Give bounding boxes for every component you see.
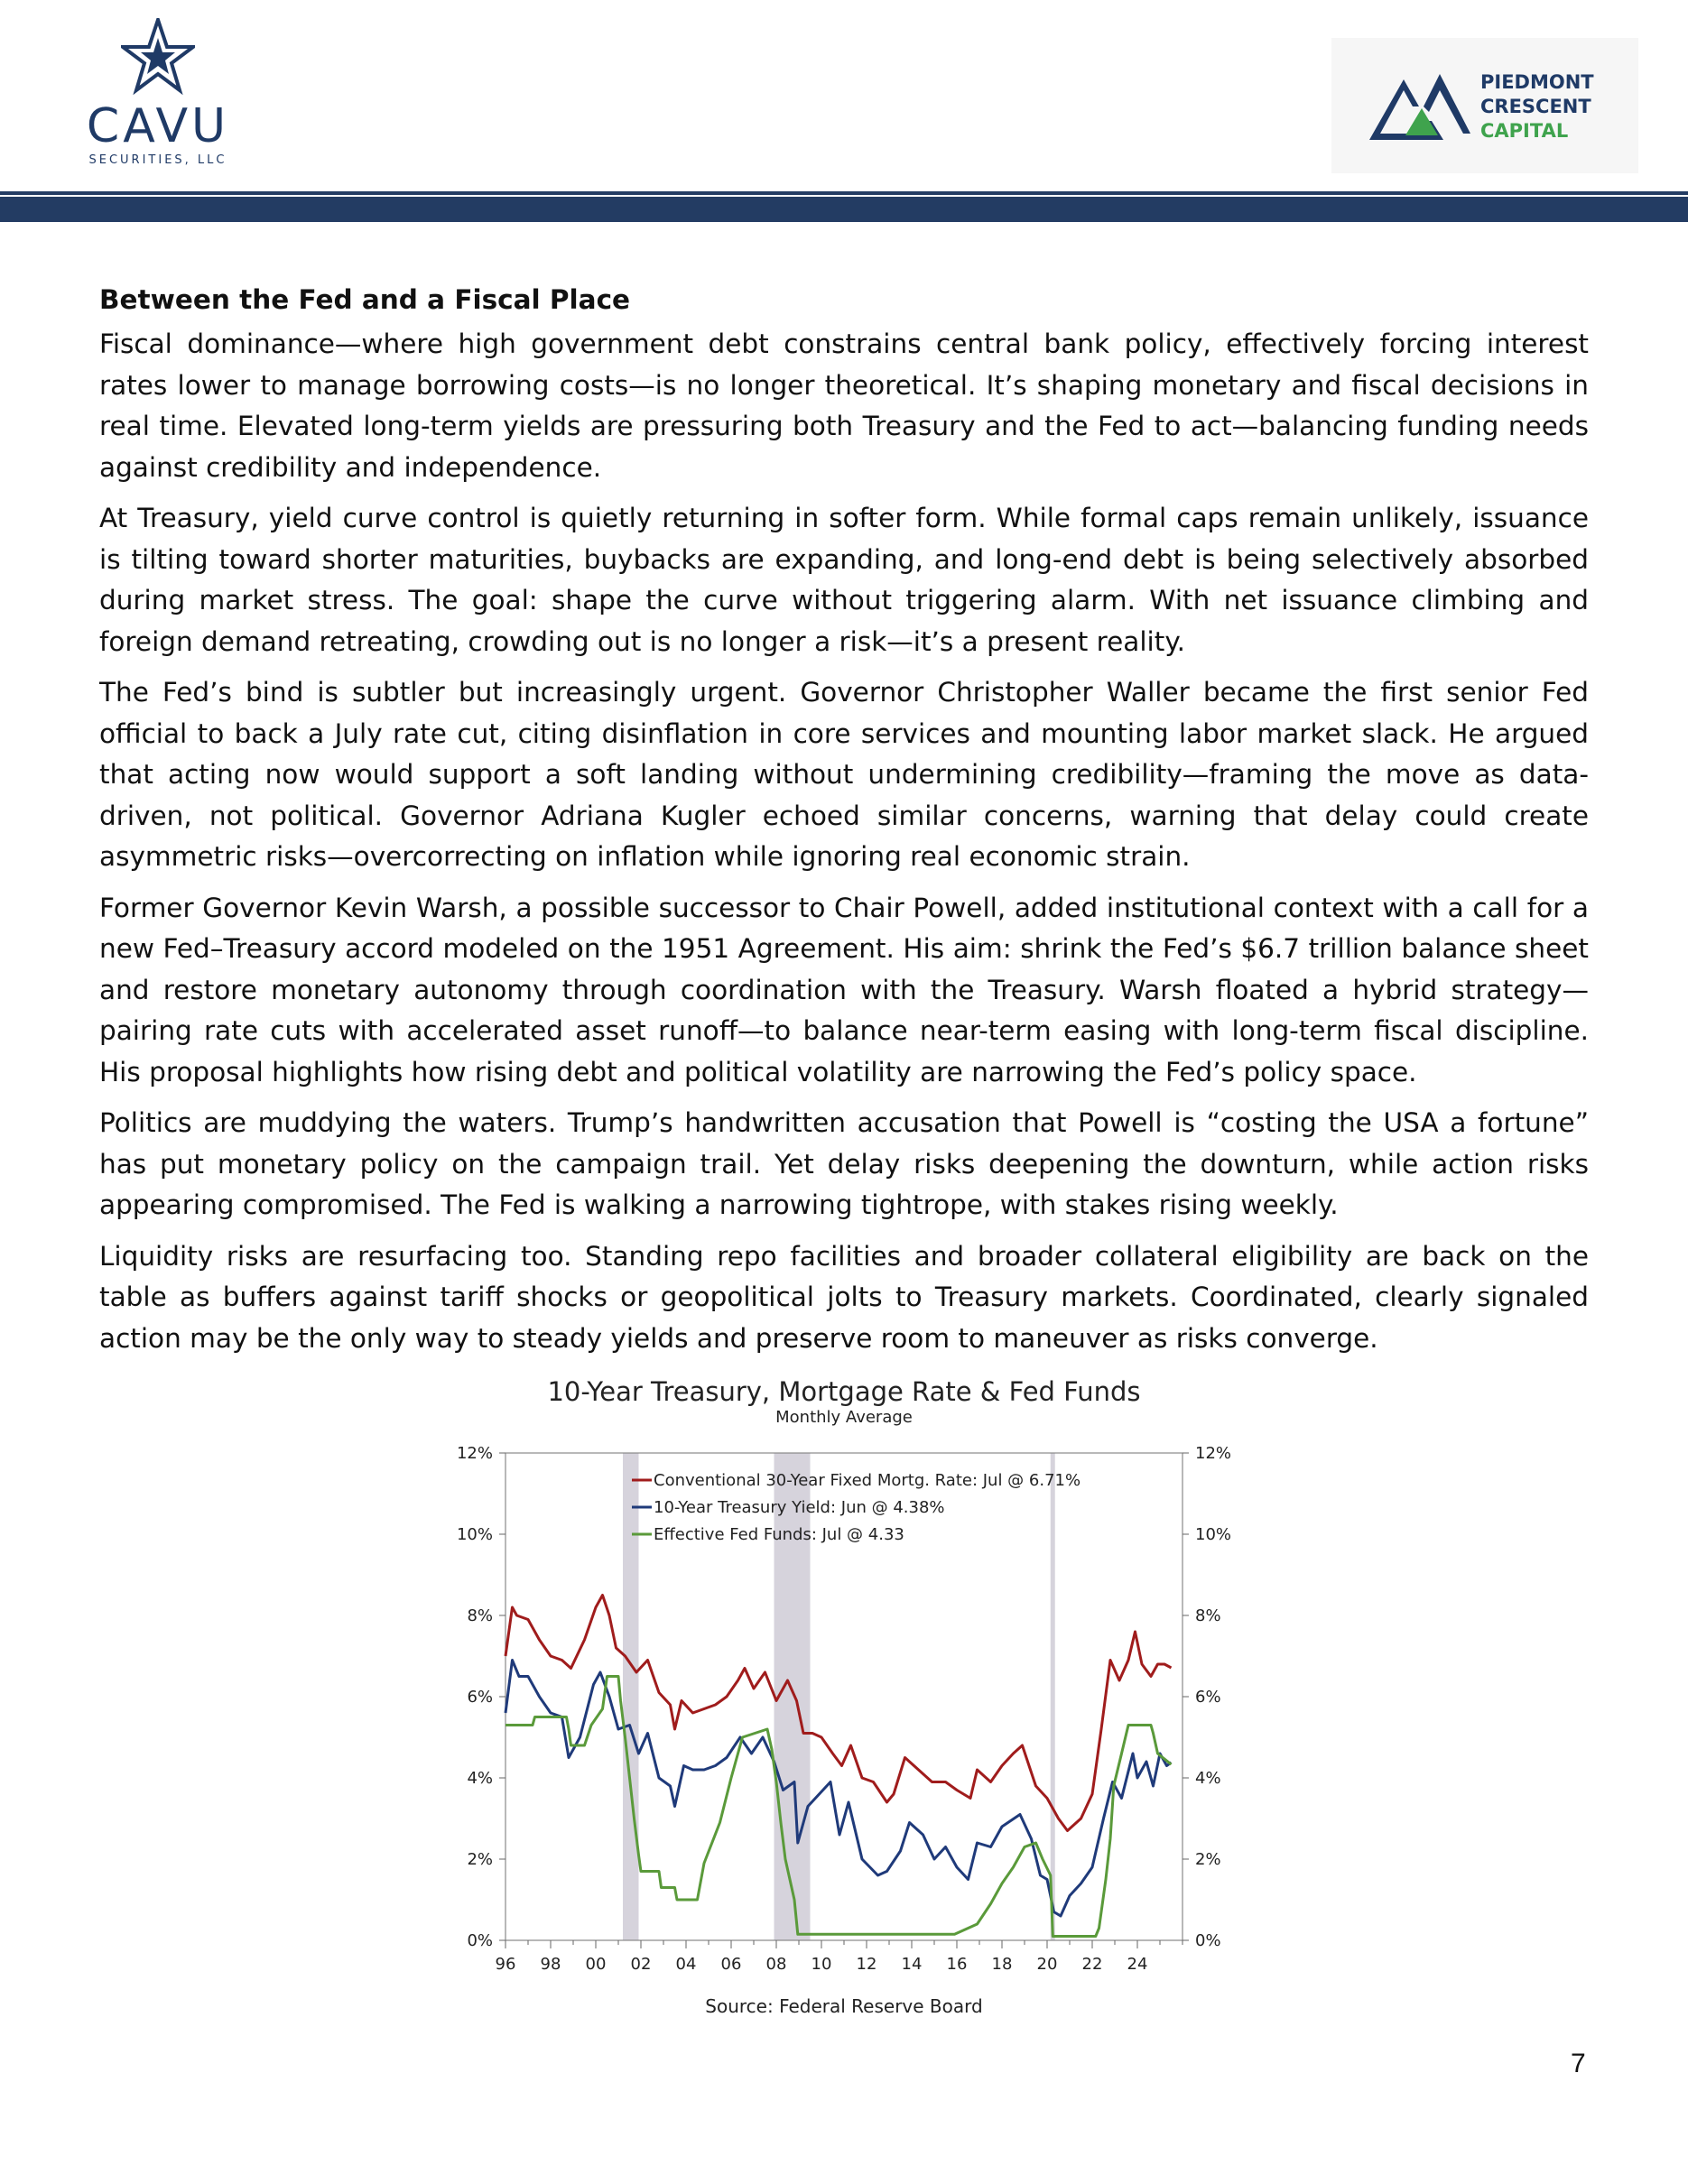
- x-tick-label: 04: [675, 1955, 697, 1974]
- pcc-line1: PIEDMONT: [1480, 71, 1594, 93]
- y-tick-label-right: 10%: [1195, 1525, 1232, 1544]
- x-tick-label: 22: [1081, 1955, 1103, 1974]
- recession-band: [623, 1453, 639, 1940]
- x-tick-label: 24: [1127, 1955, 1148, 1974]
- x-tick-label: 96: [495, 1955, 516, 1974]
- article-paragraph: Fiscal dominance—where high government debt constrains central bank policy, effectively forcing interest rates lower to manage borrowing costs—is no longer theoretical. It’s shaping monetary and fiscal decisions in real time. Elevated long-term yields are pressuring both Treasury and the Fed to act—balancing funding needs against credibility and independence.: [99, 329, 1589, 483]
- x-tick-label: 18: [991, 1955, 1013, 1974]
- y-tick-label-right: 2%: [1195, 1850, 1221, 1869]
- article-body: [99, 280, 1589, 1369]
- piedmont-crescent-logo: [1331, 38, 1638, 173]
- rates-chart: [415, 1372, 1273, 2022]
- x-tick-label: 98: [540, 1955, 561, 1974]
- y-tick-label-right: 8%: [1195, 1606, 1221, 1625]
- header-rule: [0, 197, 1688, 222]
- article-paragraph: Former Governor Kevin Warsh, a possible successor to Chair Powell, added institutional context with a call for a new Fed–Treasury accord modeled on the 1951 Agreement. His aim: shrink the Fed’s $6.7 trillion balance sheet and restore monetary autonomy through coordination with the Treasury. Warsh floated a hybrid strategy—pairing rate cuts with accelerated asset runoff—to balance near-term easing with long-term fiscal discipline. His proposal highlights how rising debt and political volatility are narrowing the Fed’s policy space.: [99, 892, 1589, 1087]
- x-tick-label: 12: [856, 1955, 877, 1974]
- x-tick-label: 02: [630, 1955, 652, 1974]
- y-tick-label-left: 12%: [456, 1444, 493, 1463]
- page-number: 7: [1571, 2049, 1586, 2078]
- article-paragraph: At Treasury, yield curve control is quietly returning in softer form. While formal caps remain unlikely, issuance is tilting toward shorter maturities, buybacks are expanding, and long-end debt is being selectively absorbed during market stress. The goal: shape the curve without triggering alarm. With net issuance climbing and foreign demand retreating, crowding out is no longer a risk—it’s a present reality.: [99, 503, 1589, 657]
- page-header: [0, 0, 1688, 226]
- y-tick-label-left: 6%: [467, 1688, 493, 1707]
- legend-label: Conventional 30-Year Fixed Mortg. Rate: Jul @ 6.71%: [654, 1471, 1081, 1490]
- recession-band: [1051, 1453, 1055, 1940]
- series-line-0: [505, 1596, 1172, 1831]
- y-tick-label-right: 6%: [1195, 1688, 1221, 1707]
- x-tick-label: 08: [765, 1955, 787, 1974]
- star-icon: [121, 18, 195, 96]
- cavu-logo: [72, 18, 244, 171]
- series-line-1: [505, 1661, 1172, 1917]
- legend-label: 10-Year Treasury Yield: Jun @ 4.38%: [654, 1498, 945, 1517]
- chart-title: 10-Year Treasury, Mortgage Rate & Fed Funds: [547, 1376, 1141, 1407]
- x-tick-label: 20: [1036, 1955, 1058, 1974]
- x-tick-label: 00: [585, 1955, 607, 1974]
- y-tick-label-left: 0%: [467, 1931, 493, 1950]
- mountain-icon: [1369, 63, 1473, 144]
- header-rule-thin: [0, 191, 1688, 195]
- pcc-line2: CRESCENT: [1480, 96, 1591, 117]
- legend-label: Effective Fed Funds: Jul @ 4.33: [654, 1525, 904, 1544]
- article-heading: Between the Fed and a Fiscal Place: [99, 284, 631, 315]
- article-paragraph: Liquidity risks are resurfacing too. Standing repo facilities and broader collateral eligibility are back on the table as buffers against tariff shocks or geopolitical jolts to Treasury markets. Coordinated, clearly signaled action may be the only way to steady yields and preserve room to maneuver as risks converge.: [99, 1240, 1589, 1354]
- series-line-2: [505, 1677, 1172, 1937]
- y-tick-label-right: 0%: [1195, 1931, 1221, 1950]
- y-tick-label-left: 10%: [456, 1525, 493, 1544]
- x-tick-label: 16: [946, 1955, 968, 1974]
- pcc-line3: CAPITAL: [1480, 120, 1569, 142]
- x-tick-label: 10: [811, 1955, 832, 1974]
- chart-source: Source: Federal Reserve Board: [705, 1995, 983, 2017]
- rates-chart-svg: [415, 1372, 1273, 2022]
- y-tick-label-left: 2%: [467, 1850, 493, 1869]
- y-tick-label-left: 8%: [467, 1606, 493, 1625]
- cavu-wordmark: CAVU: [86, 99, 230, 153]
- y-tick-label-right: 4%: [1195, 1769, 1221, 1788]
- article-paragraph: The Fed’s bind is subtler but increasingly urgent. Governor Christopher Waller became the first senior Fed official to back a July rate cut, citing disinflation in core services and mounting labor market slack. He argued that acting now would support a soft landing without undermining credibility—framing the move as data-driven, not political. Governor Adriana Kugler echoed similar concerns, warning that delay could create asymmetric risks—overcorrecting on inflation while ignoring real economic strain.: [99, 677, 1589, 872]
- y-tick-label-left: 4%: [467, 1769, 493, 1788]
- article-paragraph: Politics are muddying the waters. Trump’s handwritten accusation that Powell is “costing the USA a fortune” has put monetary policy on the campaign trail. Yet delay risks deepening the downturn, while action risks appearing compromised. The Fed is walking a narrowing tightrope, with stakes rising weekly.: [99, 1107, 1589, 1220]
- cavu-subtitle: SECURITIES, LLC: [88, 153, 227, 167]
- x-tick-label: 06: [720, 1955, 742, 1974]
- chart-subtitle: Monthly Average: [775, 1408, 913, 1427]
- y-tick-label-right: 12%: [1195, 1444, 1232, 1463]
- pcc-wordmark: [1480, 70, 1594, 143]
- x-tick-label: 14: [901, 1955, 923, 1974]
